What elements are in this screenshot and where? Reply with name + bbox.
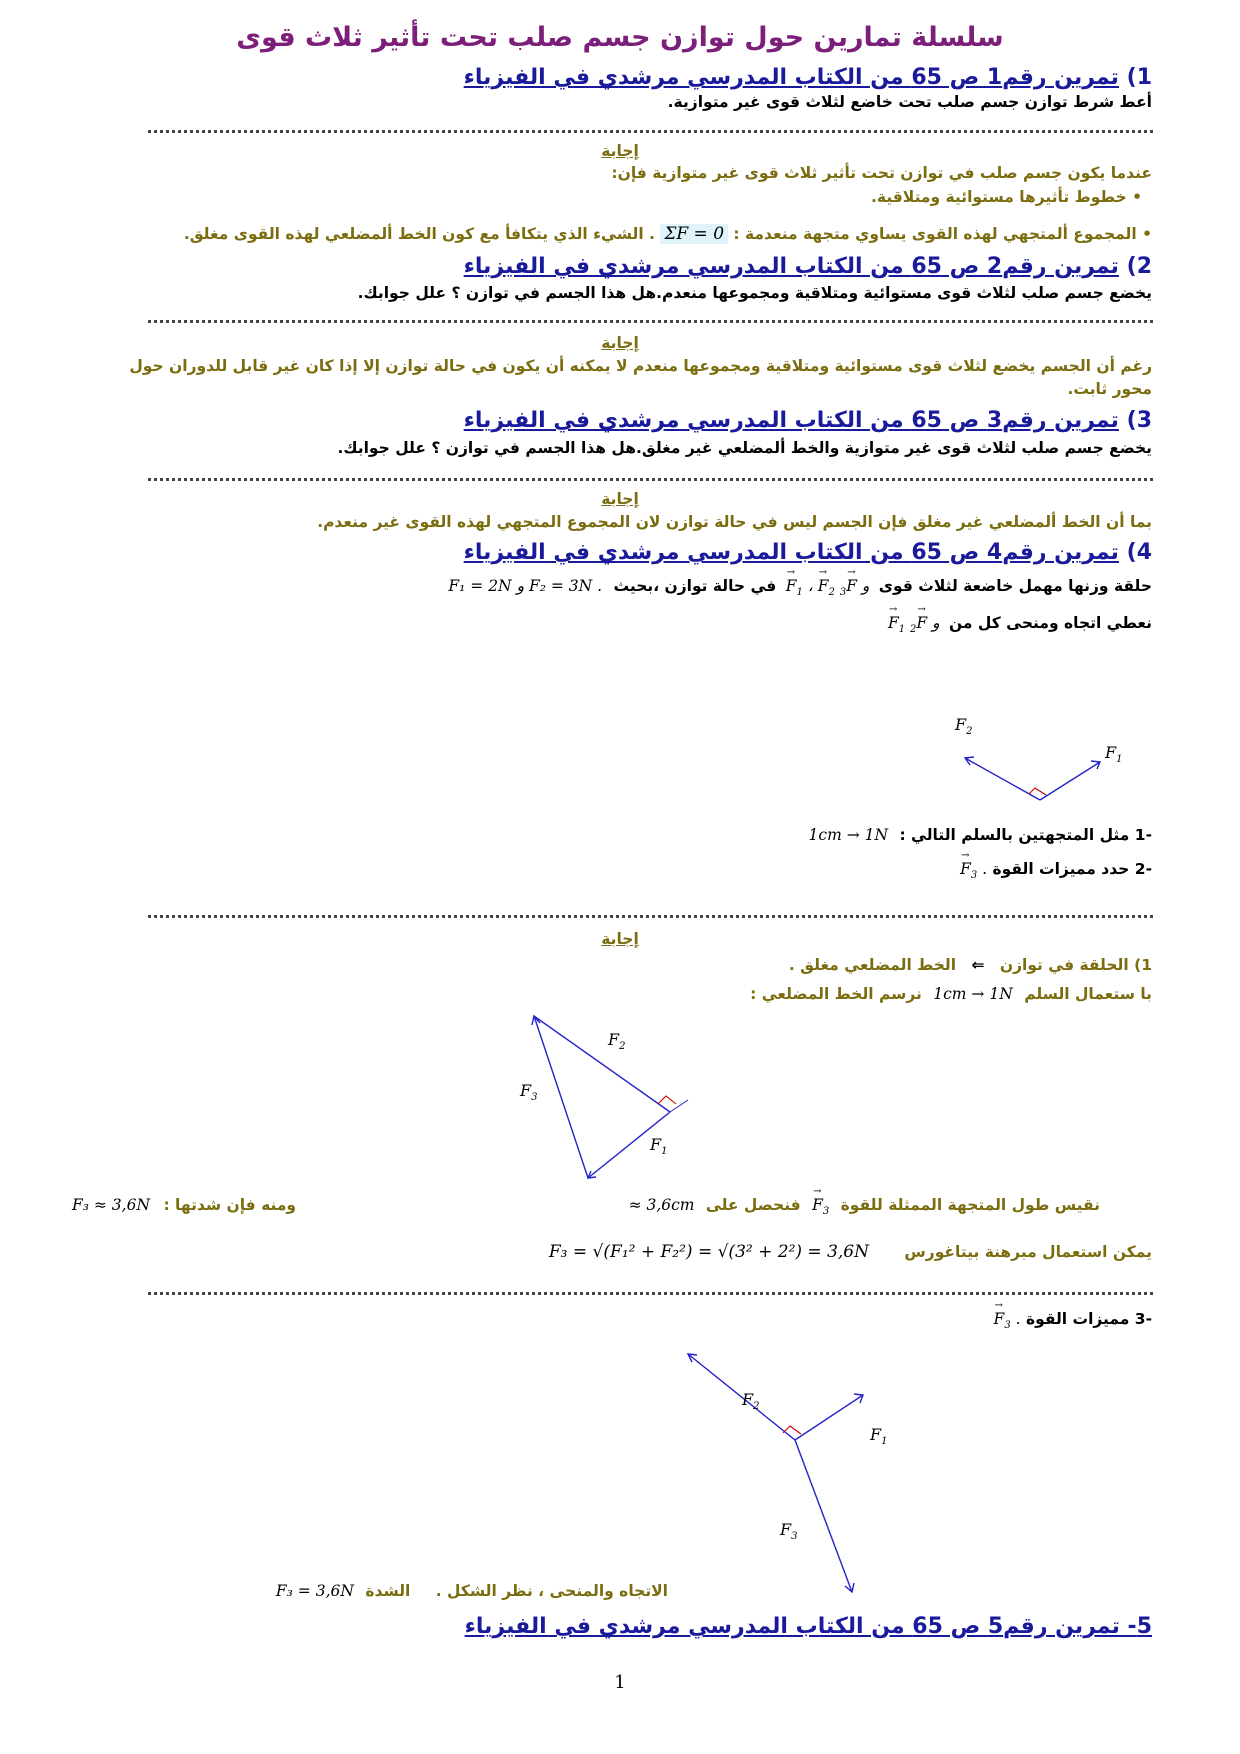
force-conditions: F₁ = 2N و F₂ = 3N .: [448, 577, 603, 595]
exercise-4-question-line-2: [888, 614, 1152, 635]
part-3-title: مميزات القوة: [1025, 1310, 1130, 1328]
exercise-4-item-2: [960, 860, 1152, 881]
exercise-1-title: تمرين رقم1 ص 65 من الكتاب المدرسي مرشدي في الفيزياء: [463, 65, 1119, 90]
f3-vector: [795, 1440, 852, 1592]
intensity-value: F₃ = 3,6N: [275, 1582, 354, 1600]
separator: [148, 915, 1153, 918]
answer-2-label: إجابة: [601, 334, 639, 352]
f2-label: $F_2$: [742, 1390, 760, 1412]
answer-1-intro: عندما يكون جسم صلب في توازن تحت تأثير ثلاث قوى غير متوازية فإن:: [611, 164, 1152, 182]
answer-1-bullet-2-a: • المجموع ألمتجهي لهذه القوى يساوي متجهة منعدمة :: [733, 225, 1152, 243]
exercise-1-question: أعط شرط توازن جسم صلب تحت خاضع لثلاث قوى غير متوازية.: [667, 93, 1152, 111]
exercise-2-number: 2): [1126, 254, 1152, 279]
part-3-heading: [994, 1310, 1152, 1331]
answer-2-line-2: محور ثابت.: [1067, 380, 1152, 398]
part-3-number: -3: [1134, 1310, 1152, 1328]
exercise-4-number: 4): [1126, 540, 1152, 565]
sum-formula: ΣF = 0: [660, 224, 728, 244]
implies-symbol: ⇐: [971, 956, 985, 974]
f3-vector: [534, 1016, 588, 1178]
exercise-3-question: يخضع جسم صلب لثلاث قوى غير متوازية والخط ألمضلعي غير مغلق.هل هذا الجسم في توازن ؟ علل جوابك.: [337, 439, 1152, 457]
intensity-result: [72, 1196, 296, 1214]
exercise-2-title: تمرين رقم2 ص 65 من الكتاب المدرسي مرشدي في الفيزياء: [463, 254, 1119, 279]
right-angle-mark: [658, 1096, 676, 1104]
q-line-1-a: حلقة وزنها مهمل خاضعة لثلاث قوى: [878, 577, 1152, 595]
page-title: سلسلة تمارين حول توازن جسم صلب تحت تأثير ثلاث قوى: [236, 22, 1004, 53]
part-3-description: [276, 1582, 668, 1600]
f1-f2-symbols: → $F_1$ و → $F_2$: [888, 614, 940, 635]
exercise-4-heading: [464, 540, 1152, 565]
a4-line1-a: الحلقة في توازن: [999, 956, 1129, 974]
a4-line2-a: با ستعمال السلم: [1024, 985, 1152, 1003]
f1-label: $F_1$: [1105, 743, 1123, 765]
answer-4-label: إجابة: [601, 930, 639, 948]
exercise-3-heading: [464, 408, 1152, 433]
q-line-1-b: في حالة توازن ،بحيث: [613, 577, 777, 595]
answer-1-bullet-2: [184, 224, 1152, 244]
f2-label: $F_2$: [955, 715, 973, 737]
exercise-1-heading: [464, 65, 1152, 90]
answer-4-line-1: [789, 956, 1152, 974]
f2-label: $F_2$: [608, 1030, 626, 1052]
exercise-5-heading: [465, 1614, 1152, 1639]
measure-b: فنحصل على: [705, 1196, 801, 1214]
right-angle-mark: [1029, 788, 1046, 795]
measure-line: [623, 1196, 1100, 1217]
exercise-3-number: 3): [1126, 408, 1152, 433]
f1-label: $F_1$: [870, 1425, 888, 1447]
pythagoras-text: يمكن استعمال مبرهنة بيتاغورس: [904, 1243, 1152, 1261]
separator: [148, 478, 1153, 481]
figure-3-concurrent-forces: [670, 1330, 930, 1600]
f3-symbol: → $F_3$ .: [994, 1310, 1021, 1331]
item-2-text: حدد مميزات القوة: [992, 860, 1130, 878]
intensity-label: الشدة: [365, 1582, 411, 1600]
measure-a: نقيس طول المتجهة الممثلة للقوة: [840, 1196, 1100, 1214]
item-1-text: مثل المتجهتين بالسلم التالي :: [899, 826, 1130, 844]
separator: [148, 320, 1153, 323]
f2-vector: [534, 1016, 670, 1112]
measure-value: ≈ 3,6cm: [628, 1196, 695, 1214]
scale-text-2: 1cm → 1N: [933, 985, 1013, 1003]
pythagoras-line: [549, 1242, 1152, 1262]
measure-result-value: F₃ ≈ 3,6N: [72, 1196, 151, 1214]
a4-line1-b: الخط المضلعي مغلق .: [788, 956, 957, 974]
figure-2-polygon: [490, 1000, 720, 1200]
f3-label: $F_3$: [520, 1081, 538, 1103]
figure-1-forces: [900, 640, 1130, 820]
exercise-4-item-1: [809, 826, 1152, 844]
exercise-4-title: تمرين رقم4 ص 65 من الكتاب المدرسي مرشدي في الفيزياء: [463, 540, 1119, 565]
answer-1-bullet-1: • خطوط تأثيرها مستوائية ومتلاقية.: [871, 188, 1142, 206]
exercise-1-number: 1): [1126, 65, 1152, 90]
answer-2-line-1: رغم أن الجسم يخضع لثلاث قوى مستوائية ومتلاقية ومجموعها منعدم لا يمكنه أن يكون في حالة توازن إلا إذا كان غير قابل للدوران حول: [129, 357, 1152, 375]
scale-text: 1cm → 1N: [808, 826, 889, 844]
a4-line1-num: 1): [1134, 956, 1152, 974]
exercise-4-question-line-1: [448, 577, 1152, 598]
part-3-desc: الاتجاه والمنحى ، نظر الشكل .: [435, 1582, 668, 1600]
page-number: 1: [614, 1672, 626, 1693]
measure-c: ومنه فإن شدتها :: [163, 1196, 297, 1214]
exercise-2-heading: [464, 254, 1152, 279]
forces-symbols: → $F_1$ ، → $F_2$ و → $F_3$: [786, 577, 870, 598]
answer-1-label: إجابة: [601, 142, 639, 160]
exercise-2-question: يخضع جسم صلب لثلاث قوى مستوائية ومتلاقية ومجموعها منعدم.هل هذا الجسم في توازن ؟ علل جوابك.: [357, 284, 1152, 302]
item-2-number: -2: [1134, 860, 1152, 878]
answer-1-bullet-2-b: . الشيء الذي يتكافأ مع كون الخط ألمضلعي لهذه القوى مغلق.: [183, 225, 655, 243]
item-1-number: -1: [1134, 826, 1152, 844]
answer-3-label: إجابة: [601, 490, 639, 508]
exercise-3-title: تمرين رقم3 ص 65 من الكتاب المدرسي مرشدي في الفيزياء: [463, 408, 1119, 433]
answer-4-line-2: [750, 985, 1152, 1003]
q-line-2: نعطي اتجاه ومنحى كل من: [948, 614, 1152, 632]
exercise-5-title: 5- تمرين رقم5 ص 65 من الكتاب المدرسي مرشدي في الفيزياء: [464, 1614, 1152, 1639]
f3-label: $F_3$: [780, 1520, 798, 1542]
f1-vector: [795, 1395, 863, 1440]
pythagoras-formula: F₃ = √(F₁² + F₂²) = √(3² + 2²) = 3,6N: [548, 1242, 869, 1262]
f3-symbol: → $F_3$: [812, 1196, 829, 1217]
f3-symbol: → $F_3$ .: [960, 860, 987, 881]
f1-label: $F_1$: [650, 1135, 668, 1157]
a4-line2-b: نرسم الخط المضلعي :: [750, 985, 922, 1003]
f1-vector: [1040, 762, 1100, 800]
separator: [148, 130, 1153, 133]
separator: [148, 1292, 1153, 1295]
answer-3-line-1: بما أن الخط ألمضلعي غير مغلق فإن الجسم ليس في حالة توازن لان المجموع المتجهي لهذه القوى غير منعدم.: [317, 513, 1152, 531]
